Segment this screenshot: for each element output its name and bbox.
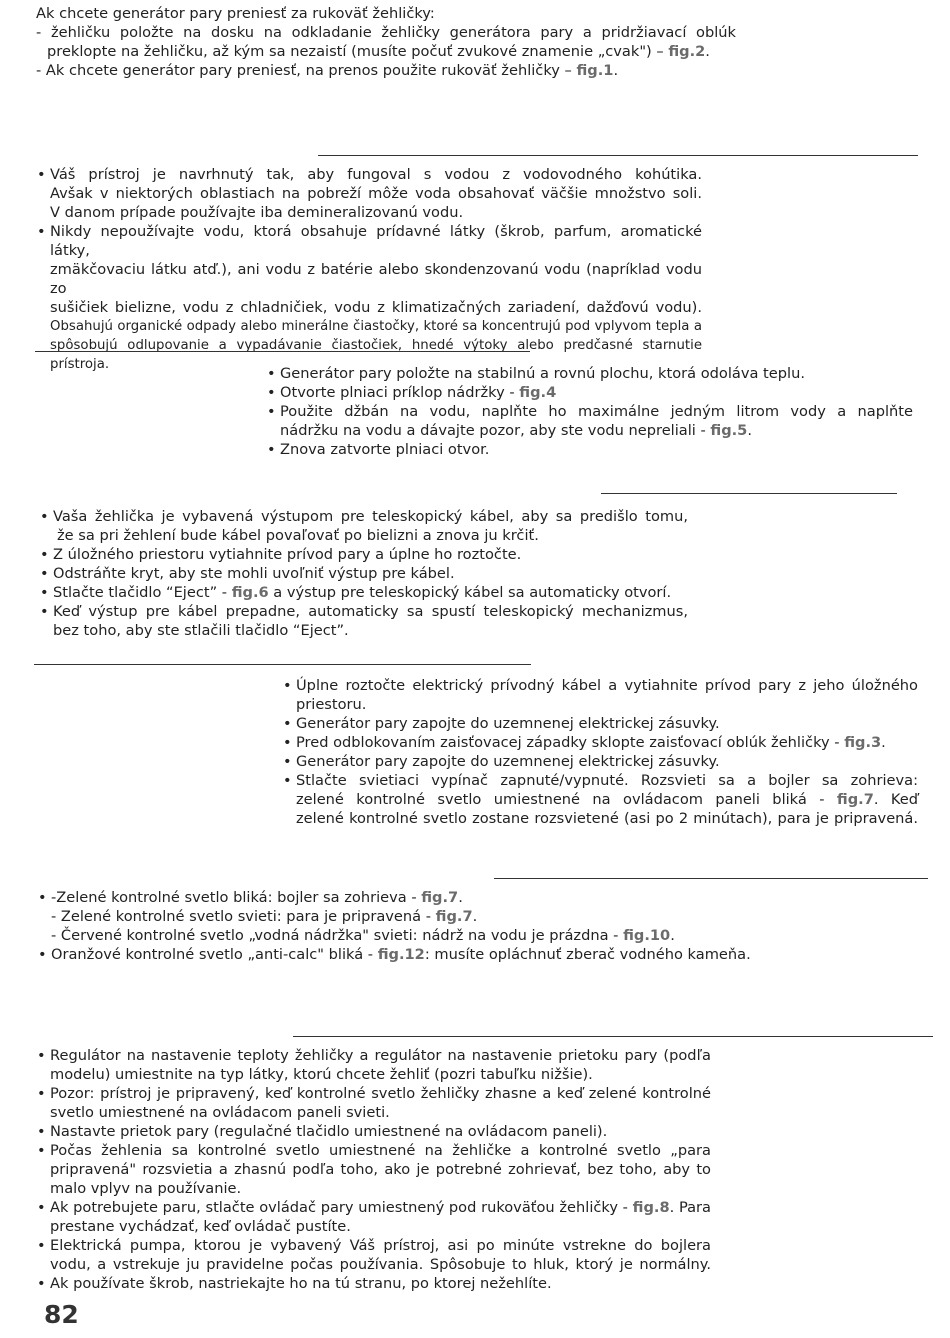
section-water [50,165,702,374]
transport-intro: Ak chcete generátor pary preniesť za rukoväť žehličky: [36,5,435,22]
section-divider [293,1036,933,1037]
transport-step-1-line-1: - žehličku položte na dosku na odkladanie žehličky generátora pary a pridržiavací oblúk [36,24,736,41]
list-item: • Váš prístroj je navrhnutý tak, aby fungoval s vodou z vodovodného kohútika. Avšak v niektorých oblastiach na pobreží môže voda obsahovať väčšie množstvo soli. V danom prípade používajte iba demineralizovanú vodu. [50,165,702,222]
transport-step-2: - Ak chcete generátor pary preniesť, na prenos použite rukoväť žehličky – fig.1. [36,62,619,79]
list-item: • Odstráňte kryt, aby ste mohli uvoľniť výstup pre kábel. [53,564,688,583]
list-item: • -Zelené kontrolné svetlo bliká: bojler sa zohrieva - fig.7. [51,888,791,907]
fig-ref: fig.1 [576,62,614,79]
fig-ref: fig.7 [435,908,473,925]
list-item: • Pozor: prístroj je pripravený, keď kontrolné svetlo žehličky zhasne a keď zelené kontrolné svetlo umiestnené na ovládacom paneli svieti. [50,1084,711,1122]
fig-ref: fig.10 [623,927,671,944]
list-item: • Použite džbán na vodu, naplňte ho maximálne jedným litrom vody a naplňte nádržku na vodu a dávajte pozor, aby ste vodu nepreliali - fig.5. [280,402,913,440]
indicator-line: - Zelené kontrolné svetlo svieti: para je pripravená - fig.7. [51,908,478,925]
section-power-on [296,676,918,828]
fig-ref: fig.5 [710,422,748,439]
fig-ref: fig.7 [421,889,459,906]
list-item: • Otvorte plniaci príklop nádržky - fig.4 [280,383,913,402]
transport-step-1-line-2: preklopte na žehličku, až kým sa nezaistí (musíte počuť zvukové znamenie „cvak") – fig.2. [47,43,710,60]
fig-ref: fig.3 [844,734,882,751]
list-item: • Generátor pary zapojte do uzemnenej elektrickej zásuvky. [296,752,918,771]
page-number: 82 [44,1300,79,1329]
list-item: • Počas žehlenia sa kontrolné svetlo umiestnené na žehličke a kontrolné svetlo „para pripravená" rozsvietia a zhasnú podľa toho, ako je potrebné zohrievať, bez toho, aby to malo vplyv na používanie. [50,1141,711,1198]
section-divider [601,493,897,494]
list-item: • Generátor pary zapojte do uzemnenej elektrickej zásuvky. [296,714,918,733]
section-divider [494,878,928,879]
fig-ref: fig.2 [668,43,706,60]
section-divider [318,155,918,156]
section-filling [280,364,913,459]
list-item: • Keď výstup pre kábel prepadne, automaticky sa spustí teleskopický mechanizmus, bez toho, aby ste stlačili tlačidlo “Eject”. [53,602,688,640]
section-transport [36,4,736,80]
list-item: • Regulátor na nastavenie teploty žehličky a regulátor na nastavenie prietoku pary (podľa modelu) umiestnite na typ látky, ktorú chcete žehliť (pozri tabuľku nižšie). [50,1046,711,1084]
section-ironing [50,1046,711,1293]
list-item: • Vaša žehlička je vybavená výstupom pre teleskopický kábel, aby sa predišlo tomu, že sa pri žehlení bude kábel povaľovať po bielizni a znova ju krčiť. [53,507,688,545]
list-item: • Znova zatvorte plniaci otvor. [280,440,913,459]
list-item: • Elektrická pumpa, ktorou je vybavený Váš prístroj, asi po minúte vstrekne do bojlera vodu, a vstrekuje ju pravidelne počas používania. Spôsobuje to hluk, ktorý je normálny. [50,1236,711,1274]
list-item: • Nastavte prietok pary (regulačné tlačidlo umiestnené na ovládacom paneli). [50,1122,711,1141]
list-item: • Z úložného priestoru vytiahnite prívod pary a úplne ho roztočte. [53,545,688,564]
list-item: • Ak používate škrob, nastriekajte ho na tú stranu, po ktorej nežehlíte. [50,1274,711,1293]
fig-ref: fig.12 [377,946,425,963]
list-item: • Stlačte svietiaci vypínač zapnuté/vypnuté. Rozsvieti sa a bojler sa zohrieva: zelené kontrolné svetlo umiestnené na ovládacom paneli bliká - fig.7. Keď zelené kontrolné svetlo zostane rozsvietené (asi po 2 minútach), para je pripravená. [296,771,918,828]
section-divider [35,351,530,352]
fig-ref: fig.8 [632,1199,670,1216]
list-item: • Úplne roztočte elektrický prívodný kábel a vytiahnite prívod pary z jeho úložného priestoru. [296,676,918,714]
fig-ref: fig.6 [231,584,269,601]
list-item: • Ak potrebujete paru, stlačte ovládač pary umiestnený pod rukoväťou žehličky - fig.8. Para prestane vychádzať, keď ovládač pustíte. [50,1198,711,1236]
list-item: • Generátor pary položte na stabilnú a rovnú plochu, ktorá odoláva teplu. [280,364,913,383]
list-item: • Oranžové kontrolné svetlo „anti-calc" bliká - fig.12: musíte opláchnuť zberač vodného kameňa. [51,945,791,964]
section-cable [53,507,688,640]
fig-ref: fig.7 [836,791,874,808]
list-item: • Nikdy nepoužívajte vodu, ktorá obsahuje prídavné látky (škrob, parfum, aromatické látky, zmäkčovaciu látku atď.), ani vodu z batérie alebo skondenzovanú vodu (napríklad vodu zo sušičiek bielizne, vodu z chladničiek, vodu z klimatizačných zariadení, dažďovú vodu). Obsahujú organické odpady alebo minerálne čiastočky, ktoré sa koncentrujú pod vplyvom tepla a spôsobujú odlupovanie a vypadávanie čiastočiek, hnedé výtoky alebo predčasné starnutie prístroja. [50,222,702,374]
section-divider [34,664,531,665]
list-item: • Pred odblokovaním zaisťovacej západky sklopte zaisťovací oblúk žehličky - fig.3. [296,733,918,752]
section-indicators [51,888,791,964]
list-item: • Stlačte tlačidlo “Eject” - fig.6 a výstup pre teleskopický kábel sa automaticky otvorí. [53,583,688,602]
indicator-line: - Červené kontrolné svetlo „vodná nádržka" svieti: nádrž na vodu je prázdna - fig.10. [51,927,675,944]
fig-ref: fig.4 [519,384,557,401]
